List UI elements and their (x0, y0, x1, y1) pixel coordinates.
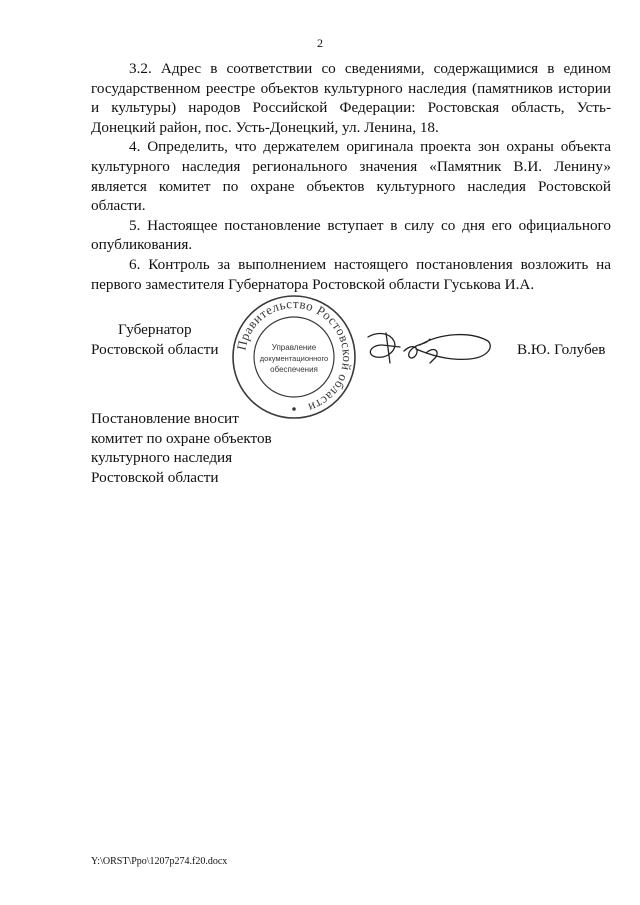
submitter-line4: Ростовской области (91, 468, 219, 486)
paragraph-address: 3.2. Адрес в соответствии со сведениями, содержащимися в едином государственном реестре объектов культурного наследия (памятников истории и культуры) народов Российской Федерации: Ростовская область, Усть-Донецкий район, пос. Усть-Донецкий, ул. Ленина, 18. (91, 60, 611, 136)
governor-signature (360, 325, 495, 370)
seal-inner-line3: обеспечения (270, 365, 318, 374)
governor-title-line2: Ростовской области (91, 340, 219, 358)
submitter-block (91, 409, 272, 487)
page-number: 2 (317, 36, 323, 50)
submitter-line1: Постановление вносит (91, 410, 239, 427)
paragraph-effective-date: 5. Настоящее постановление вступает в силу со дня его официального опубликования. (91, 216, 611, 254)
seal-ring-text: Правительство Ростовской области (233, 295, 356, 416)
file-path-footer: Y:\ORST\Ppo\1207p274.f20.docx (91, 856, 228, 867)
paragraph-original-holder: 4. Определить, что держателем оригинала проекта зон охраны объекта культурного наследия регионального значения «Памятник В.И. Ленину» является комитет по охране объектов культурного наследия Ростовской области. (91, 138, 611, 215)
governor-name: В.Ю. Голубев (517, 341, 606, 358)
paragraph-control: 6. Контроль за выполнением настоящего постановления возложить на первого заместителя Губернатора Ростовской области Гуськова И.А. (91, 255, 611, 293)
seal-inner-line2: документационного (259, 354, 329, 363)
governor-title-line1: Губернатор (118, 321, 192, 338)
body-text (91, 59, 611, 294)
governor-title (91, 320, 219, 359)
seal-inner-line1: Управление (271, 343, 317, 352)
submitter-line2: комитет по охране объектов (91, 429, 272, 447)
official-seal (230, 293, 358, 421)
seal-dot (292, 407, 296, 411)
submitter-line3: культурного наследия (91, 449, 233, 467)
